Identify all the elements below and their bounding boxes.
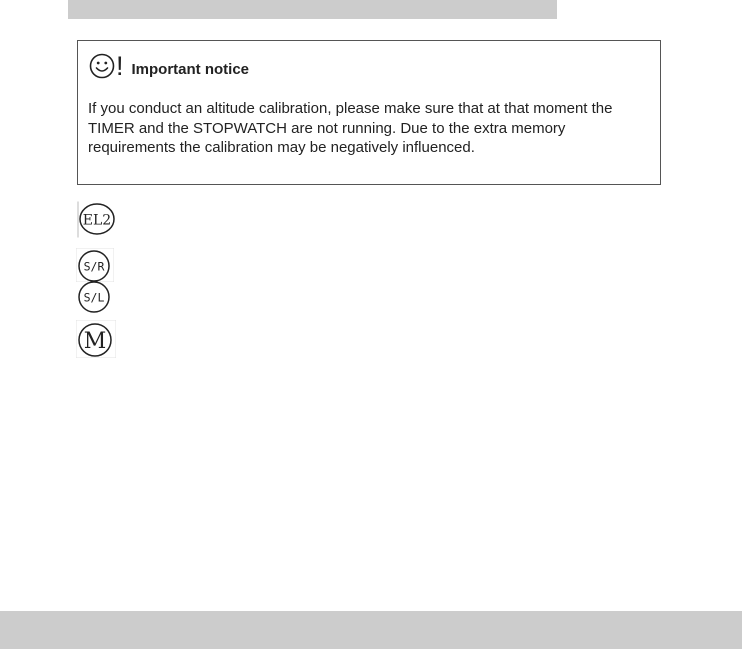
header-band: [68, 0, 557, 19]
important-notice-box: [77, 40, 661, 185]
exclamation-mark: !: [116, 51, 124, 81]
svg-text:EL2: EL2: [82, 212, 112, 229]
notice-header: [89, 53, 249, 79]
sl-button-label: S/L: [83, 290, 105, 305]
notice-body-text: If you conduct an altitude calibration, please make sure that at that moment the TIMER and the STOPWATCH are not running. Due to the extra memory requirements the calibration may be negatively influenced.: [88, 100, 613, 156]
mode-button-label: M: [83, 329, 107, 354]
el-button-label: EL: [82, 212, 103, 229]
sl-button-icon: [76, 280, 114, 314]
sr-button-icon: [76, 248, 114, 282]
footer-band: [0, 611, 742, 649]
el-button-icon: [77, 201, 117, 238]
sr-button-label: S/R: [83, 259, 105, 274]
smiley-icon: [89, 53, 115, 79]
notice-title: Important notice: [131, 61, 250, 78]
mode-button-icon: [76, 320, 116, 358]
